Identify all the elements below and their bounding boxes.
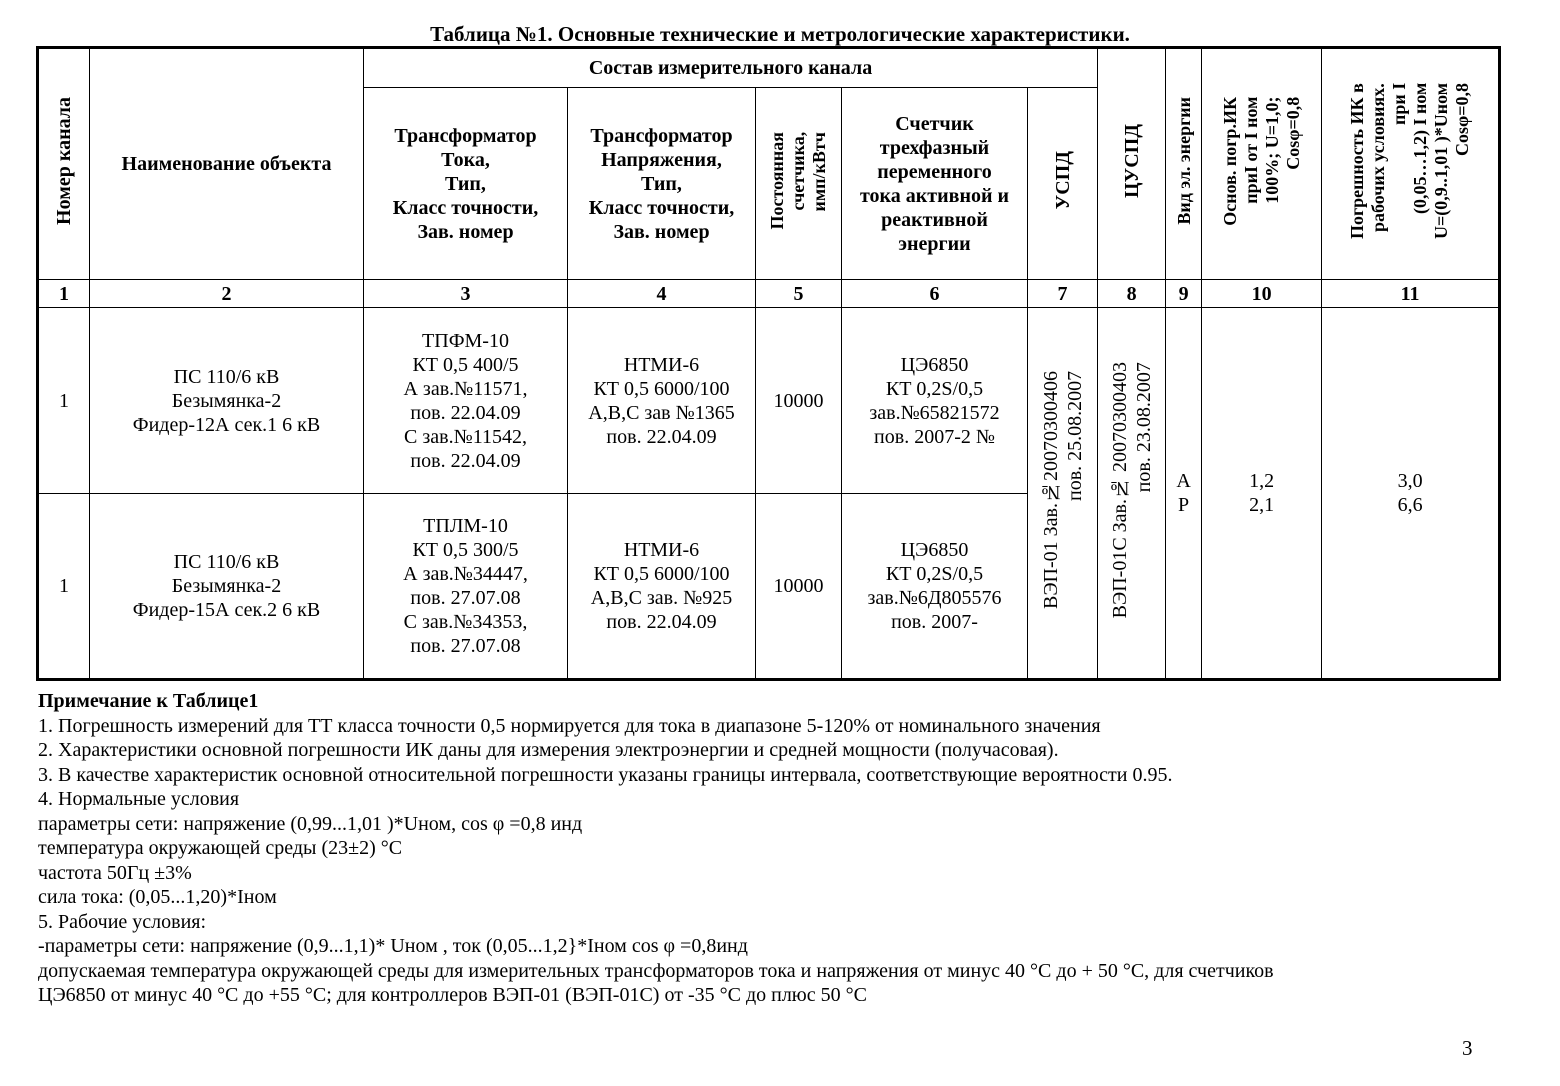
note-line: 4. Нормальные условия bbox=[38, 788, 240, 810]
meter-constant: 10000 bbox=[756, 308, 842, 494]
header-current-transformer: Трансформатор Тока, Тип, Класс точности, Зав. номер bbox=[364, 88, 568, 280]
work-error-cell: 3,0 6,6 bbox=[1322, 308, 1500, 680]
table-notes bbox=[38, 689, 1518, 1008]
note-line: -параметры сети: напряжение (0,9...1,1)* Uном , ток (0,05...1,2}*Iном cos φ =0,8инд bbox=[38, 935, 748, 957]
note-line: частота 50Гц ±3% bbox=[38, 861, 192, 884]
col-number: 3 bbox=[364, 280, 568, 308]
col-number: 1 bbox=[38, 280, 90, 308]
note-line: сила тока: (0,05...1,20)*Iном bbox=[38, 886, 277, 908]
current-transformer: ТПЛМ-10 КТ 0,5 300/5 А зав.№34447, пов. 27.07.08 С зав.№34353, пов. 27.07.08 bbox=[364, 494, 568, 680]
note-line: 3. В качестве характеристик основной относительной погрешности указаны границы интервала, соответствующие вероятности 0.95. bbox=[38, 763, 1173, 786]
object-name: ПС 110/6 кВ Безымянка-2 Фидер-15А сек.2 6 кВ bbox=[90, 494, 364, 680]
column-numbers-row bbox=[38, 280, 1500, 308]
note-line: 5. Рабочие условия: bbox=[38, 910, 207, 933]
notes-title: Примечание к Таблице1 bbox=[38, 690, 259, 712]
col-number: 9 bbox=[1166, 280, 1202, 308]
header-object-name: Наименование объекта bbox=[90, 48, 364, 280]
header-work-error: Погрешность ИК в рабочих условиях. при I (0,05…1,2) I ном U=(0,9..1,01 )*Uном Cosφ=0,8 bbox=[1322, 48, 1500, 280]
table-row bbox=[38, 308, 1500, 494]
uspd-cell: ВЭП-01 Зав.№20070300406 пов. 25.08.2007 bbox=[1028, 308, 1098, 680]
header-meter: Счетчик трехфазный переменного тока активной и реактивной энергии bbox=[842, 88, 1028, 280]
note-line: 2. Характеристики основной погрешности ИК даны для измерения электроэнергии и средней мощности (получасовая). bbox=[38, 739, 1059, 761]
header-meter-constant: Постоянная счетчика, имп/кВтч bbox=[756, 88, 842, 280]
header-cuspd: ЦУСПД bbox=[1098, 48, 1166, 280]
header-channel-composition: Состав измерительного канала bbox=[364, 48, 1098, 88]
header-voltage-transformer: Трансформатор Напряжения, Тип, Класс точности, Зав. номер bbox=[568, 88, 756, 280]
header-channel-number: Номер канала bbox=[38, 48, 90, 280]
header-energy-type: Вид эл. энергии bbox=[1166, 48, 1202, 280]
col-number: 2 bbox=[90, 280, 364, 308]
object-name: ПС 110/6 кВ Безымянка-2 Фидер-12А сек.1 6 кВ bbox=[90, 308, 364, 494]
channel-number: 1 bbox=[38, 494, 90, 680]
meter: ЦЭ6850 КТ 0,2S/0,5 зав.№6Д805576 пов. 2007- bbox=[842, 494, 1028, 680]
note-line: параметры сети: напряжение (0,99...1,01 )*Uном, cos φ =0,8 инд bbox=[38, 812, 583, 835]
col-number: 5 bbox=[756, 280, 842, 308]
meter: ЦЭ6850 КТ 0,2S/0,5 зав.№65821572 пов. 2007-2 № bbox=[842, 308, 1028, 494]
col-number: 10 bbox=[1202, 280, 1322, 308]
energy-type-cell: А Р bbox=[1166, 308, 1202, 680]
header-base-error: Основ. погр.ИК приI от I ном 100%; U=1,0; Cosφ=0,8 bbox=[1202, 48, 1322, 280]
channel-number: 1 bbox=[38, 308, 90, 494]
col-number: 7 bbox=[1028, 280, 1098, 308]
meter-constant: 10000 bbox=[756, 494, 842, 680]
voltage-transformer: НТМИ-6 КТ 0,5 6000/100 А,В,С зав. №925 пов. 22.04.09 bbox=[568, 494, 756, 680]
characteristics-table bbox=[36, 46, 1501, 681]
note-line: температура окружающей среды (23±2) °С bbox=[38, 837, 403, 859]
base-error-cell: 1,2 2,1 bbox=[1202, 308, 1322, 680]
note-line: 1. Погрешность измерений для ТТ класса точности 0,5 нормируется для тока в диапазоне 5-120% от номинального значения bbox=[38, 714, 1101, 737]
note-line: допускаемая температура окружающей среды для измерительных трансформаторов тока и напряжения от минус 40 °С до + 50 °С, для счетчиков bbox=[38, 959, 1274, 982]
col-number: 11 bbox=[1322, 280, 1500, 308]
table-title: Таблица №1. Основные технические и метрологические характеристики. bbox=[430, 22, 1130, 46]
voltage-transformer: НТМИ-6 КТ 0,5 6000/100 А,В,С зав №1365 пов. 22.04.09 bbox=[568, 308, 756, 494]
page-number: 3 bbox=[1462, 1036, 1473, 1060]
col-number: 6 bbox=[842, 280, 1028, 308]
header-uspd: УСПД bbox=[1028, 88, 1098, 280]
current-transformer: ТПФМ-10 КТ 0,5 400/5 А зав.№11571, пов. 22.04.09 С зав.№11542, пов. 22.04.09 bbox=[364, 308, 568, 494]
col-number: 8 bbox=[1098, 280, 1166, 308]
col-number: 4 bbox=[568, 280, 756, 308]
note-line: ЦЭ6850 от минус 40 °С до +55 °С; для контроллеров ВЭП-01 (ВЭП-01С) от -35 °С до плюс 50 °С bbox=[38, 984, 867, 1006]
cuspd-cell: ВЭП-01С Зав.№ 20070300403 пов. 23.08.2007 bbox=[1098, 308, 1166, 680]
